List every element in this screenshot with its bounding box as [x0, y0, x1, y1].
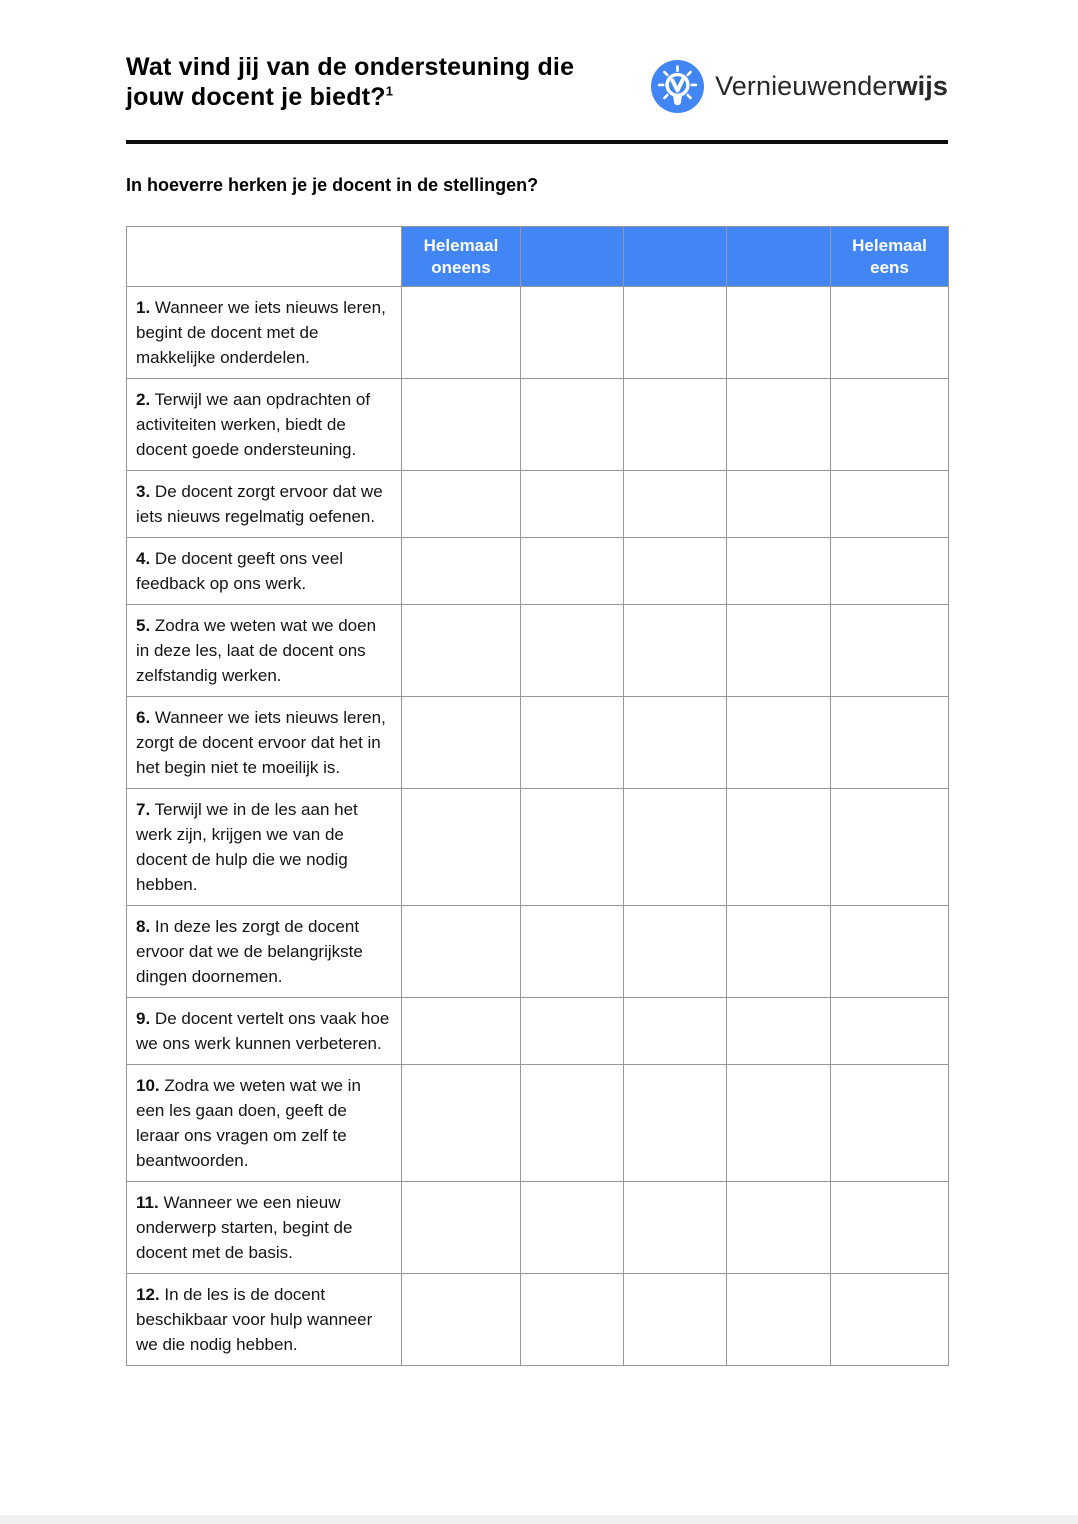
page-edge-strip	[0, 1515, 1078, 1524]
answer-cell[interactable]	[727, 605, 831, 697]
answer-cell[interactable]	[402, 697, 521, 789]
answer-cell[interactable]	[831, 287, 949, 379]
statement-text: Terwijl we in de les aan het werk zijn, krijgen we van de docent de hulp die we nodig hebben.	[136, 800, 358, 894]
statement-number: 11.	[136, 1193, 159, 1212]
statement-number: 8.	[136, 917, 151, 936]
answer-cell[interactable]	[521, 789, 624, 906]
answer-cell[interactable]	[727, 697, 831, 789]
header-cell-scale-min: Helemaal oneens	[402, 227, 521, 287]
statement-cell	[127, 605, 402, 697]
statement-cell	[127, 789, 402, 906]
answer-cell[interactable]	[402, 471, 521, 538]
answer-cell[interactable]	[831, 998, 949, 1065]
answer-cell[interactable]	[727, 998, 831, 1065]
table-row	[127, 906, 949, 998]
survey-table	[126, 226, 949, 1366]
statement-text: De docent geeft ons veel feedback op ons werk.	[136, 549, 343, 593]
answer-cell[interactable]	[624, 789, 727, 906]
header-cell-scale-max: Helemaal eens	[831, 227, 949, 287]
statement-cell	[127, 697, 402, 789]
answer-cell[interactable]	[402, 1182, 521, 1274]
statement-number: 4.	[136, 549, 151, 568]
answer-cell[interactable]	[624, 1065, 727, 1182]
answer-cell[interactable]	[831, 1274, 949, 1366]
statement-number: 3.	[136, 482, 151, 501]
document-page	[126, 0, 948, 1366]
header-cell-corner	[127, 227, 402, 287]
answer-cell[interactable]	[624, 906, 727, 998]
answer-cell[interactable]	[727, 1182, 831, 1274]
answer-cell[interactable]	[624, 1182, 727, 1274]
page-title	[126, 52, 616, 112]
answer-cell[interactable]	[402, 906, 521, 998]
page-title-text: Wat vind jij van de ondersteuning die jouw docent je biedt?	[126, 53, 575, 111]
statement-text: In deze les zorgt de docent ervoor dat we de belangrijkste dingen doornemen.	[136, 917, 363, 986]
statement-text: Zodra we weten wat we in een les gaan doen, geeft de leraar ons vragen om zelf te beantwoorden.	[136, 1076, 361, 1170]
answer-cell[interactable]	[727, 1274, 831, 1366]
answer-cell[interactable]	[624, 697, 727, 789]
answer-cell[interactable]	[831, 789, 949, 906]
table-row	[127, 697, 949, 789]
answer-cell[interactable]	[624, 998, 727, 1065]
table-row	[127, 1274, 949, 1366]
statement-cell	[127, 538, 402, 605]
brand-logo	[651, 60, 948, 113]
answer-cell[interactable]	[402, 789, 521, 906]
table-row	[127, 1182, 949, 1274]
answer-cell[interactable]	[727, 287, 831, 379]
answer-cell[interactable]	[727, 1065, 831, 1182]
statement-number: 1.	[136, 298, 151, 317]
statement-number: 6.	[136, 708, 151, 727]
statement-number: 7.	[136, 800, 151, 819]
statement-text: Wanneer we iets nieuws leren, zorgt de docent ervoor dat het in het begin niet te moeilijk is.	[136, 708, 386, 777]
answer-cell[interactable]	[402, 998, 521, 1065]
table-row	[127, 379, 949, 471]
answer-cell[interactable]	[402, 379, 521, 471]
answer-cell[interactable]	[831, 538, 949, 605]
answer-cell[interactable]	[831, 471, 949, 538]
statement-cell	[127, 287, 402, 379]
answer-cell[interactable]	[727, 471, 831, 538]
answer-cell[interactable]	[727, 906, 831, 998]
table-row	[127, 287, 949, 379]
lightbulb-v-icon	[651, 60, 704, 113]
answer-cell[interactable]	[521, 1065, 624, 1182]
statement-number: 5.	[136, 616, 151, 635]
answer-cell[interactable]	[831, 605, 949, 697]
answer-cell[interactable]	[727, 538, 831, 605]
answer-cell[interactable]	[624, 538, 727, 605]
table-row	[127, 605, 949, 697]
statement-cell	[127, 471, 402, 538]
answer-cell[interactable]	[521, 697, 624, 789]
statement-cell	[127, 1065, 402, 1182]
answer-cell[interactable]	[831, 697, 949, 789]
answer-cell[interactable]	[521, 471, 624, 538]
table-row	[127, 789, 949, 906]
statement-cell	[127, 1274, 402, 1366]
answer-cell[interactable]	[402, 287, 521, 379]
table-row	[127, 1065, 949, 1182]
document-header	[126, 52, 948, 113]
header-cell-blank-4	[727, 227, 831, 287]
header-cell-blank-2	[521, 227, 624, 287]
answer-cell[interactable]	[624, 605, 727, 697]
brand-wordmark	[715, 71, 948, 102]
answer-cell[interactable]	[831, 379, 949, 471]
statement-cell	[127, 906, 402, 998]
answer-cell[interactable]	[831, 1065, 949, 1182]
statement-text: Wanneer we een nieuw onderwerp starten, begint de docent met de basis.	[136, 1193, 353, 1262]
answer-cell[interactable]	[521, 605, 624, 697]
answer-cell[interactable]	[624, 379, 727, 471]
answer-cell[interactable]	[402, 605, 521, 697]
statement-number: 9.	[136, 1009, 151, 1028]
statement-cell	[127, 379, 402, 471]
statement-text: Wanneer we iets nieuws leren, begint de docent met de makkelijke onderdelen.	[136, 298, 386, 367]
question-heading: In hoeverre herken je je docent in de stellingen?	[126, 175, 539, 195]
table-row	[127, 998, 949, 1065]
answer-cell[interactable]	[402, 1065, 521, 1182]
statement-text: De docent vertelt ons vaak hoe we ons werk kunnen verbeteren.	[136, 1009, 390, 1053]
statement-text: In de les is de docent beschikbaar voor hulp wanneer we die nodig hebben.	[136, 1285, 373, 1354]
statement-number: 12.	[136, 1285, 160, 1304]
table-row	[127, 471, 949, 538]
answer-cell[interactable]	[521, 1274, 624, 1366]
brand-text-bold: wijs	[896, 71, 948, 101]
answer-cell[interactable]	[402, 1274, 521, 1366]
answer-cell[interactable]	[624, 287, 727, 379]
statement-number: 2.	[136, 390, 151, 409]
statement-text: De docent zorgt ervoor dat we iets nieuws regelmatig oefenen.	[136, 482, 383, 526]
answer-cell[interactable]	[624, 1274, 727, 1366]
answer-cell[interactable]	[624, 471, 727, 538]
statement-number: 10.	[136, 1076, 160, 1095]
answer-cell[interactable]	[402, 538, 521, 605]
answer-cell[interactable]	[521, 1182, 624, 1274]
title-divider	[126, 140, 948, 144]
answer-cell[interactable]	[521, 379, 624, 471]
statement-text: Zodra we weten wat we doen in deze les, laat de docent ons zelfstandig werken.	[136, 616, 377, 685]
statement-text: Terwijl we aan opdrachten of activiteiten werken, biedt de docent goede ondersteuning.	[136, 390, 371, 459]
brand-text-regular: Vernieuwender	[715, 71, 897, 101]
answer-cell[interactable]	[831, 906, 949, 998]
answer-cell[interactable]	[521, 287, 624, 379]
answer-cell[interactable]	[831, 1182, 949, 1274]
table-row	[127, 538, 949, 605]
answer-cell[interactable]	[521, 538, 624, 605]
answer-cell[interactable]	[727, 379, 831, 471]
answer-cell[interactable]	[521, 906, 624, 998]
answer-cell[interactable]	[521, 998, 624, 1065]
table-header-row	[127, 227, 949, 287]
answer-cell[interactable]	[727, 789, 831, 906]
statement-cell	[127, 1182, 402, 1274]
footnote-marker: 1	[385, 83, 394, 99]
statement-cell	[127, 998, 402, 1065]
header-cell-blank-3	[624, 227, 727, 287]
